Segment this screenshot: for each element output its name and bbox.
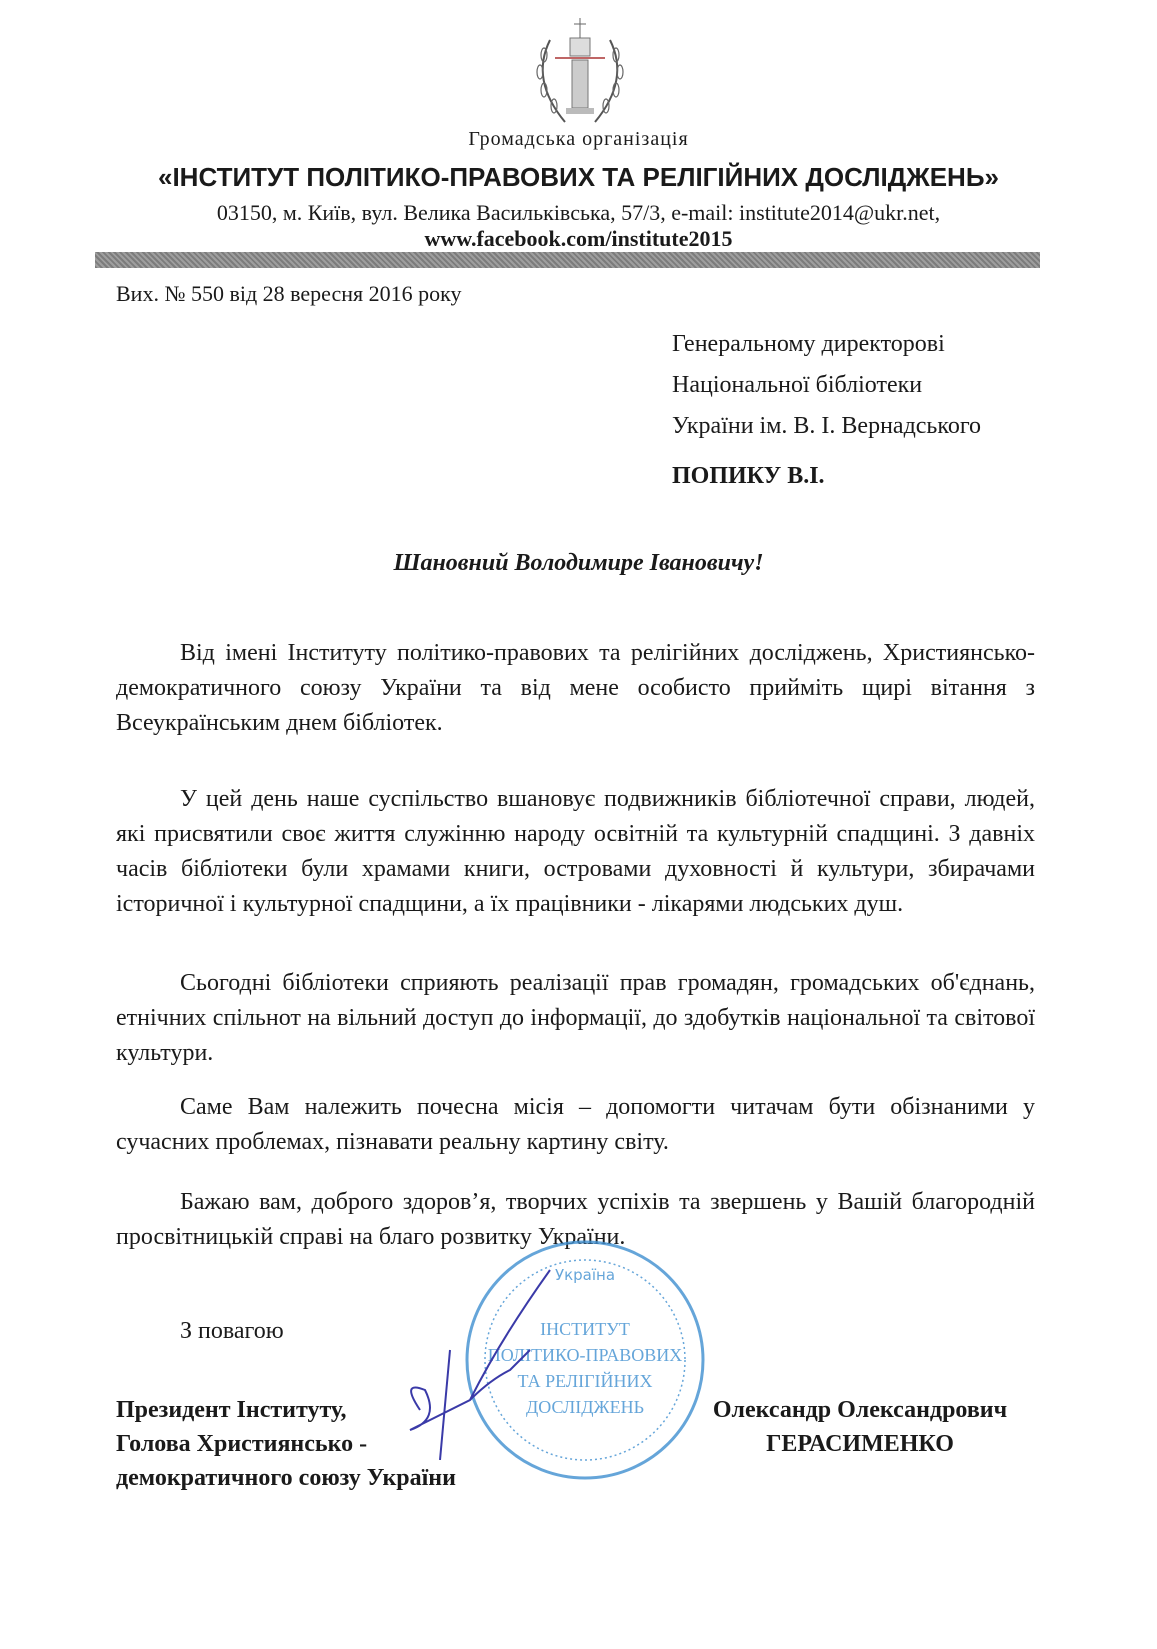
addressee-line: Національної бібліотеки [672,372,923,398]
position-line: Президент Інституту, [116,1397,347,1423]
logo-emblem [520,10,640,128]
scales-wreath-icon [520,10,640,128]
org-name: «ІНСТИТУТ ПОЛІТИКО-ПРАВОВИХ ТА РЕЛІГІЙНИХ ДОСЛІДЖЕНЬ» [158,162,999,192]
stamp-line: ІНСТИТУТ [540,1319,630,1339]
position-line: Голова Християнсько - [116,1431,368,1457]
outgoing-number: Вих. № 550 від 28 вересня 2016 року [116,281,462,306]
body-paragraph: Від імені Інституту політико-правових та релігійних досліджень, Християнсько-демократичного союзу України та від мене особисто прийміть щирі вітання з Всеукраїнським днем бібліотек. [116,640,1035,736]
body-paragraph: У цей день наше суспільство вшановує подвижників бібліотечної справи, людей, які присвятили своє життя служінню народу освітній та культурній спадщині. З давніх часів бібліотеки були храмами книги, островами духовності й культури, збирачами історичної і культурної спадщини, а їх працівники - лікарями людських душ. [116,786,1035,917]
addressee-line: Генеральному директорові [672,331,945,357]
addressee [672,324,981,447]
addressee-line: України ім. В. І. Вернадського [672,413,982,439]
org-type: Громадська організація [468,128,689,150]
letterhead-divider [95,252,1040,268]
signatory-name [660,1393,1060,1461]
stamp-line: ДОСЛІДЖЕНЬ [526,1397,644,1417]
greeting: Шановний Володимире Івановичу! [393,550,764,576]
body-paragraph: Сьогодні бібліотеки сприяють реалізації прав громадян, громадських об'єднань, етнічних спільнот на вільний доступ до інформації, до здобутків національної та світової культури. [116,970,1035,1066]
position-line: демократичного союзу України [116,1465,456,1491]
body-paragraph: Бажаю вам, доброго здоров’я, творчих успіхів та звершень у Вашій благородній просвітницькій справі на благо розвитку України. [116,1189,1035,1250]
stamp-top-text: Україна [554,1266,616,1284]
closing: З повагою [180,1318,284,1344]
signatory-position [116,1393,456,1495]
body-paragraph: Саме Вам належить почесна місія – допомогти читачам бути обізнаними у сучасних проблемах, пізнавати реальну картину світу. [116,1094,1035,1155]
recipient-name: ПОПИКУ В.І. [672,463,825,489]
stamp-line: ПОЛІТИКО-ПРАВОВИХ [487,1345,683,1365]
org-website: www.facebook.com/institute2015 [424,226,733,251]
org-address: 03150, м. Київ, вул. Велика Васильківська, 57/3, e-mail: institute2014@ukr.net, [216,200,941,225]
name-line: ГЕРАСИМЕНКО [766,1431,954,1457]
stamp-line: ТА РЕЛІГІЙНИХ [517,1371,653,1391]
name-line: Олександр Олександрович [712,1397,1008,1423]
